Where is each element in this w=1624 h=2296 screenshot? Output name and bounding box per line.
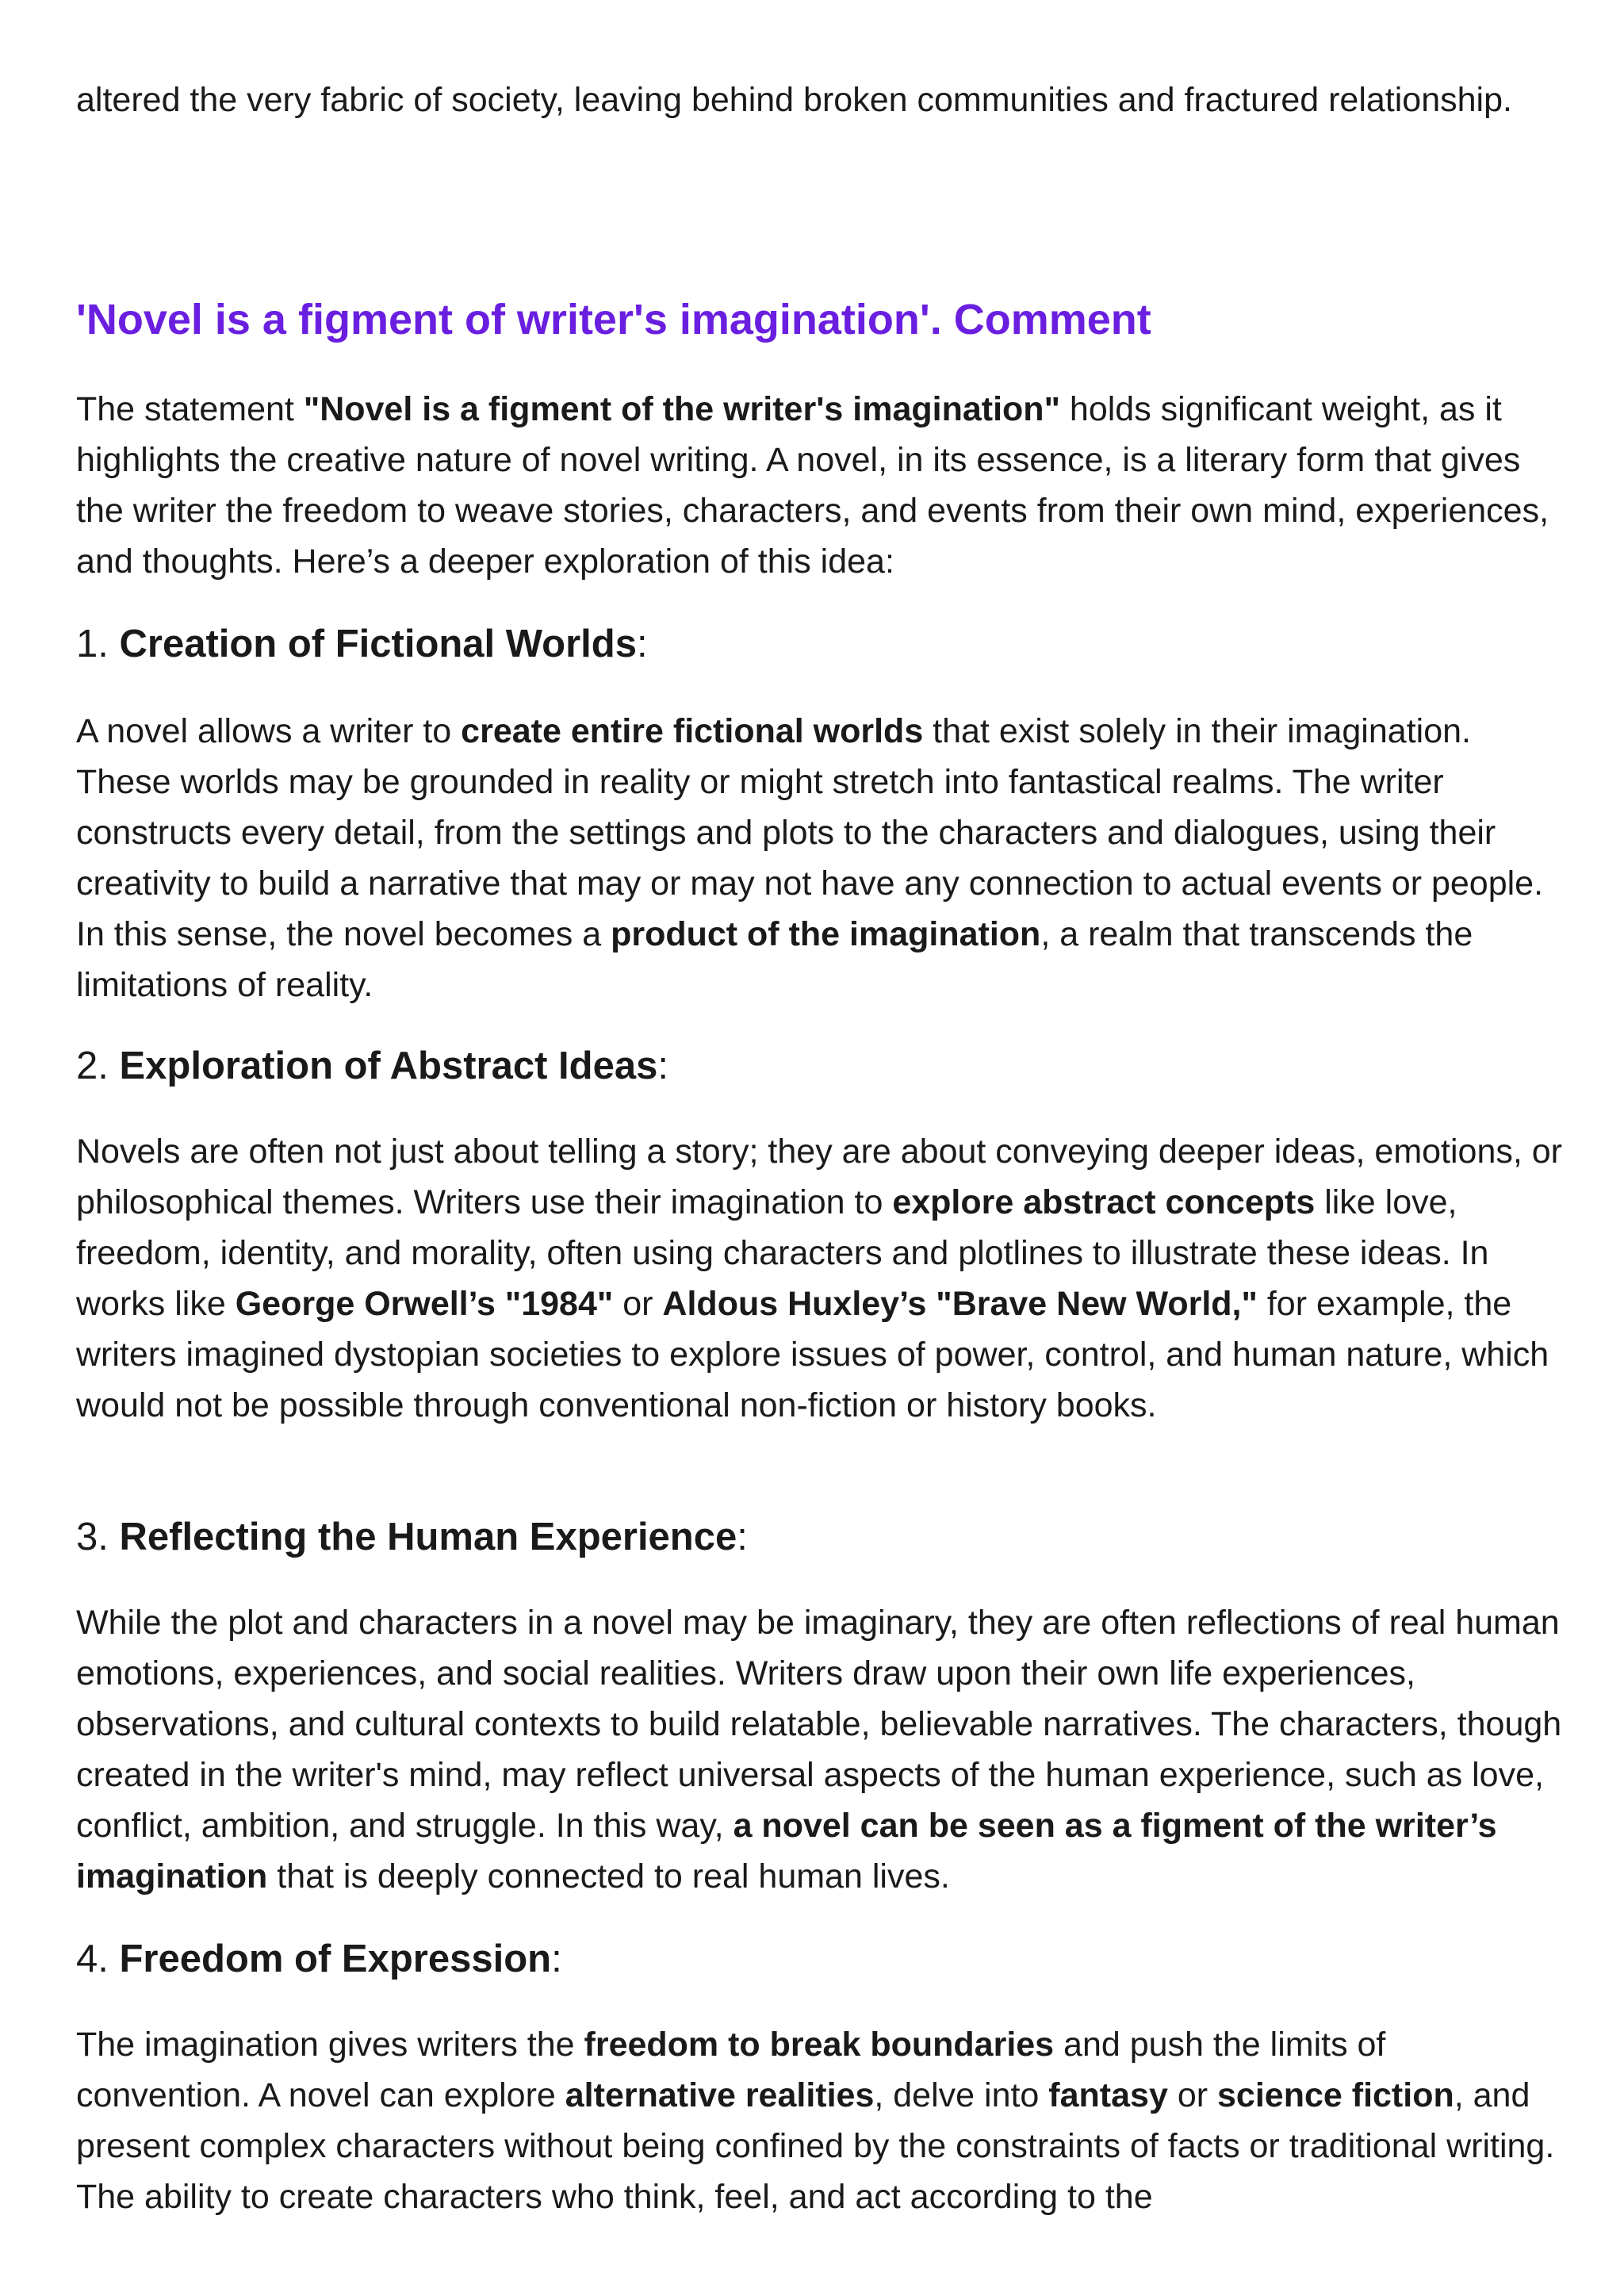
paragraph-text: or — [1167, 2076, 1218, 2114]
subheading-creation-of-fictional-worlds — [76, 619, 648, 669]
paragraph-bold: freedom to break boundaries — [584, 2026, 1055, 2064]
paragraph-bold: George Orwell’s "1984" — [235, 1285, 614, 1323]
paragraph-text: and push the limits of convention. A novel can explore — [76, 2026, 1386, 2114]
paragraph-text: Novels are often not just about telling a story; they are about conveying deeper ideas, emotions, or philosophical themes. Writers use their imagination to — [76, 1133, 1563, 1221]
paragraph-text: that exist solely in their imagination. These worlds may be grounded in reality or might stretch into fantastical realms. The writer constructs every detail, from the settings and plots to the characters and dialogues, using their creativity to build a narrative that may or may not have any connection to actual events or people. In this sense, the novel becomes a — [76, 712, 1544, 953]
opening-bold-quote: "Novel is a figment of the writer's imagination" — [303, 390, 1060, 428]
subheading-colon: : — [657, 1045, 668, 1087]
subheading-number: 1. — [76, 623, 120, 665]
paragraph-text: A novel allows a writer to — [76, 712, 462, 750]
subheading-title: Exploration of Abstract Ideas — [119, 1045, 658, 1087]
paragraph-text: or — [613, 1285, 663, 1323]
paragraph-text: that is deeply connected to real human lives. — [267, 1857, 950, 1895]
paragraph-text: , a realm that transcends the limitations of reality. — [76, 915, 1473, 1004]
subheading-freedom-of-expression — [76, 1934, 562, 1984]
paragraph-text: The imagination gives writers the — [76, 2026, 584, 2064]
opening-text: The statement — [76, 390, 304, 428]
section-heading: 'Novel is a figment of writer's imagination'. Comment — [76, 296, 1151, 343]
subheading-colon: : — [636, 623, 648, 665]
opening-paragraph — [76, 384, 1567, 587]
paragraph-bold: alternative realities — [565, 2076, 875, 2114]
subheading-colon: : — [551, 1938, 562, 1980]
paragraph-exploration-of-abstract-ideas — [76, 1126, 1567, 1431]
paragraph-bold: product of the imagination — [611, 915, 1041, 953]
paragraph-text: like love, freedom, identity, and morality, often using characters and plotlines to illustrate these ideas. In works like — [76, 1183, 1489, 1323]
paragraph-text: While the plot and characters in a novel may be imaginary, they are often reflections of real human emotions, experiences, and social realities. Writers draw upon their own life experiences, observations, and cultural contexts to build relatable, believable narratives. The characters, though created in the writer's mind, may reflect universal aspects of the human experience, such as love, conflict, ambition, and struggle. In this way, — [76, 1604, 1562, 1845]
subheading-colon: : — [737, 1516, 748, 1558]
subheading-title: Freedom of Expression — [119, 1938, 552, 1980]
paragraph-reflecting-the-human-experience — [76, 1597, 1567, 1902]
subheading-number: 4. — [76, 1938, 120, 1980]
subheading-exploration-of-abstract-ideas — [76, 1041, 668, 1091]
paragraph-freedom-of-expression — [76, 2019, 1567, 2222]
paragraph-bold: Aldous Huxley’s "Brave New World," — [662, 1285, 1258, 1323]
subheading-reflecting-the-human-experience — [76, 1512, 748, 1562]
paragraph-text: for example, the writers imagined dystopian societies to explore issues of power, control, and human nature, which would not be possible through conventional non-fiction or history books. — [76, 1285, 1549, 1424]
paragraph-bold: explore abstract concepts — [892, 1183, 1316, 1221]
paragraph-creation-of-fictional-worlds — [76, 706, 1567, 1010]
paragraph-bold: science fiction — [1217, 2076, 1454, 2114]
paragraph-bold: create entire fictional worlds — [461, 712, 924, 750]
paragraph-text: , delve into — [874, 2076, 1049, 2114]
paragraph-bold: fantasy — [1048, 2076, 1168, 2114]
subheading-title: Reflecting the Human Experience — [119, 1516, 737, 1558]
subheading-title: Creation of Fictional Worlds — [119, 623, 637, 665]
paragraph-text: , and present complex characters without being confined by the constraints of facts or traditional writing. The ability to create characters who think, feel, and act according to the — [76, 2076, 1555, 2216]
paragraph-bold: a novel can be seen as a figment of the writer’s imagination — [76, 1807, 1497, 1895]
subheading-number: 2. — [76, 1045, 120, 1087]
opening-text: holds significant weight, as it highlights the creative nature of novel writing. A novel, in its essence, is a literary form that gives the writer the freedom to weave stories, characters, and events from their own mind, experiences, and thoughts. Here’s a deeper exploration of this idea: — [76, 390, 1549, 581]
intro-paragraph: altered the very fabric of society, leaving behind broken communities and fractured relationship. — [76, 81, 1512, 119]
subheading-number: 3. — [76, 1516, 120, 1558]
